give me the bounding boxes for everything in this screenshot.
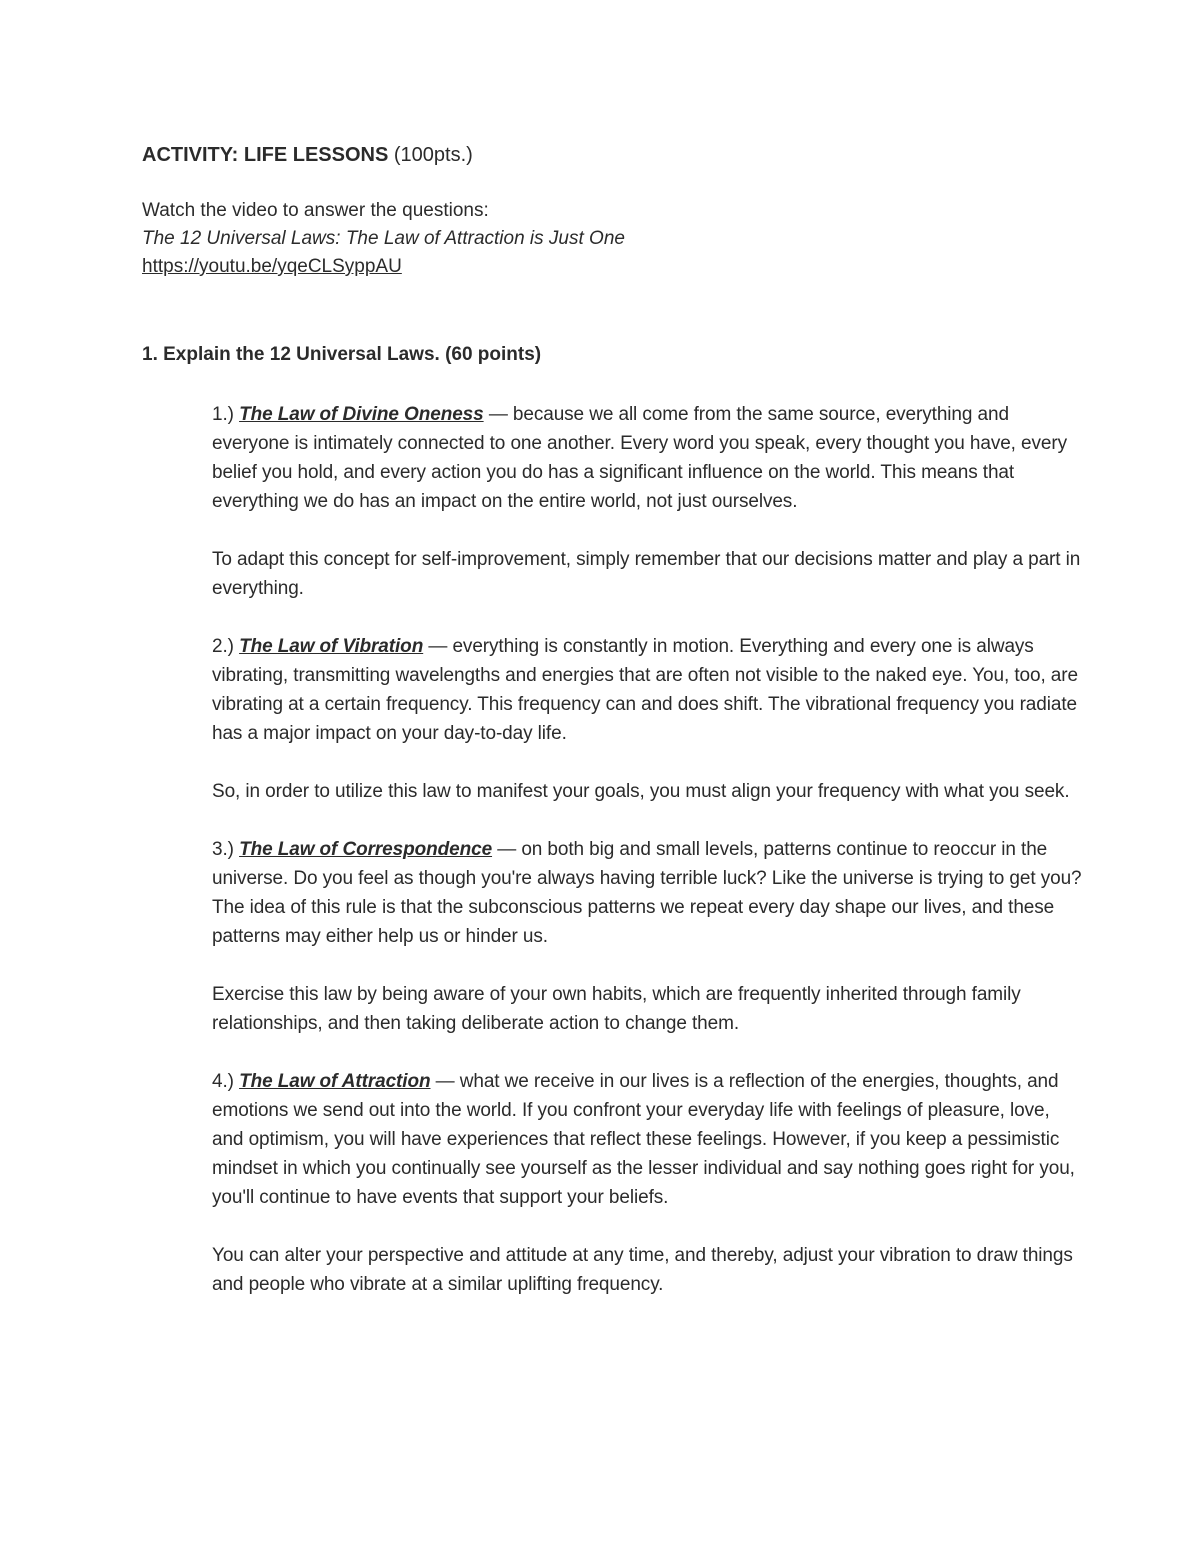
law-application: So, in order to utilize this law to manifest your goals, you must align your frequency with what you seek. <box>212 781 1070 802</box>
law-item <box>212 1067 1082 1212</box>
document-header <box>142 140 1082 281</box>
law-application: Exercise this law by being aware of your own habits, which are frequently inherited through family relationships, and then taking deliberate action to change them. <box>212 984 1021 1034</box>
law-description: — what we receive in our lives is a reflection of the energies, thoughts, and emotions we send out into the world. If you confront your everyday life with feelings of pleasure, love, and optimism, you will have experiences that reflect these feelings. However, if you keep a pessimistic mindset in which you continually see yourself as the lesser individual and say nothing goes right for you, you'll continue to have events that support your beliefs. <box>212 1071 1075 1208</box>
instruction-text: Watch the video to answer the questions: <box>142 200 489 221</box>
law-description: — on both big and small levels, patterns continue to reoccur in the universe. Do you feel as though you're always having terrible luck? Like the universe is trying to get you? The idea of this rule is that the subconscious patterns we repeat every day shape our lives, and these patterns may either help us or hinder us. <box>212 839 1082 947</box>
activity-title: ACTIVITY: LIFE LESSONS <box>142 144 389 166</box>
law-item <box>212 400 1082 516</box>
page-title <box>142 140 1082 170</box>
law-number: 3.) <box>212 839 234 860</box>
question-heading: 1. Explain the 12 Universal Laws. (60 points) <box>142 344 542 365</box>
law-application: You can alter your perspective and attitude at any time, and thereby, adjust your vibration to draw things and people who vibrate at a similar uplifting frequency. <box>212 1245 1073 1295</box>
intro-section <box>142 197 1082 281</box>
law-name: The Law of Attraction <box>239 1071 431 1092</box>
activity-points: (100pts.) <box>393 144 473 166</box>
law-number: 2.) <box>212 636 234 657</box>
law-number: 1.) <box>212 404 234 425</box>
law-description: — because we all come from the same source, everything and everyone is intimately connected to one another. Every word you speak, every thought you have, every belief you hold, and every action you do has a significant influence on the world. This means that everything we do has an impact on the entire world, not just ourselves. <box>212 404 1068 512</box>
law-item <box>212 632 1082 748</box>
law-description: — everything is constantly in motion. Everything and every one is always vibrating, transmitting wavelengths and energies that are often not visible to the naked eye. You, too, are vibrating at a certain frequency. This frequency can and does shift. The vibrational frequency you radiate has a major impact on your day-to-day life. <box>212 636 1078 744</box>
video-link[interactable]: https://youtu.be/yqeCLSyppAU <box>142 256 402 277</box>
law-name: The Law of Correspondence <box>239 839 493 860</box>
video-title: The 12 Universal Laws: The Law of Attraction is Just One <box>142 228 625 249</box>
law-item <box>212 835 1082 951</box>
law-name: The Law of Divine Oneness <box>239 404 484 425</box>
law-number: 4.) <box>212 1071 234 1092</box>
laws-list <box>212 400 1082 1328</box>
law-application: To adapt this concept for self-improvement, simply remember that our decisions matter and play a part in everything. <box>212 549 1081 599</box>
law-name: The Law of Vibration <box>239 636 424 657</box>
